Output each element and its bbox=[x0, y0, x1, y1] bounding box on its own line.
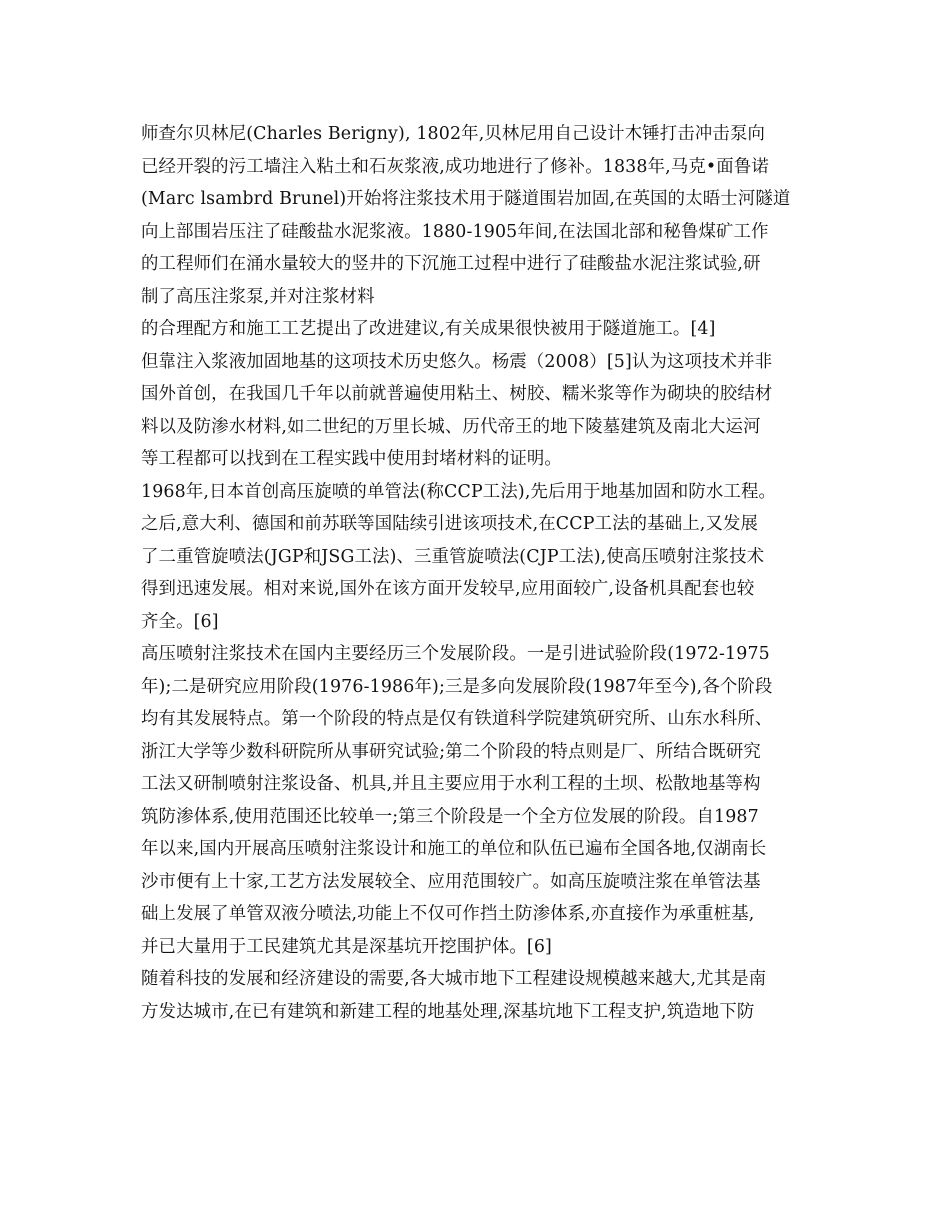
text-line: 得到迅速发展。相对来说,国外在该方面开发较早,应用面较广,设备机具配套也较 bbox=[141, 579, 755, 599]
text-line: 等工程都可以找到在工程实践中使用封堵材料的证明。 bbox=[141, 449, 562, 469]
body-text bbox=[141, 118, 821, 1028]
text-line: 础上发展了单管双液分喷法,功能上不仅可作挡土防渗体系,亦直接作为承重桩基, bbox=[141, 904, 755, 924]
text-line: 师查尔贝林尼(Charles Berigny), 1802年,贝林尼用自己设计木锤打击冲击泵向 bbox=[141, 124, 766, 144]
text-line: 齐全。[6] bbox=[141, 611, 219, 632]
text-line: 的合理配方和施工工艺提出了改进建议,有关成果很快被用于隧道施工。[4] bbox=[141, 319, 716, 339]
text-line: 制了高压注浆泵,并对注浆材料 bbox=[141, 286, 375, 307]
text-line: 均有其发展特点。第一个阶段的特点是仅有铁道科学院建筑研究所、山东水科所、 bbox=[141, 709, 773, 729]
text-line: 年以来,国内开展高压喷射注浆设计和施工的单位和队伍已遍布全国各地,仅湖南长 bbox=[141, 839, 767, 859]
text-line: 方发达城市,在已有建筑和新建工程的地基处理,深基坑地下工程支护,筑造地下防 bbox=[141, 1001, 755, 1022]
text-line: (Marc lsambrd Brunel)开始将注浆技术用于隧道围岩加固,在英国的太晤士河隧道 bbox=[141, 189, 791, 209]
text-line: 1968年,日本首创高压旋喷的单管法(称CCP工法),先后用于地基加固和防水工程。 bbox=[141, 481, 777, 502]
text-line: 但靠注入浆液加固地基的这项技术历史悠久。杨震（2008）[5]认为这项技术并非 bbox=[141, 351, 773, 372]
text-line: 向上部围岩压注了硅酸盐水泥浆液。1880-1905年间,在法国北部和秘鲁煤矿工作 bbox=[141, 221, 769, 242]
text-line: 国外首创，在我国几千年以前就普遍使用粘土、树胶、糯米浆等作为砌块的胶结材 bbox=[141, 384, 773, 404]
text-line: 筑防渗体系,使用范围还比较单一;第三个阶段是一个全方位发展的阶段。自1987 bbox=[141, 806, 759, 827]
text-line: 随着科技的发展和经济建设的需要,各大城市地下工程建设规模越来越大,尤其是南 bbox=[141, 969, 767, 989]
text-line: 料以及防渗水材料,如二世纪的万里长城、历代帝王的地下陵墓建筑及南北大运河 bbox=[141, 416, 761, 437]
text-line: 之后,意大利、德国和前苏联等国陆续引进该项技术,在CCP工法的基础上,又发展 bbox=[141, 514, 759, 534]
text-line: 已经开裂的污工墙注入粘土和石灰浆液,成功地进行了修补。1838年,马克•面鲁诺 bbox=[141, 156, 769, 177]
text-line: 浙江大学等少数科研院所从事研究试验;第二个阶段的特点则是厂、所结合既研究 bbox=[141, 741, 761, 762]
text-line: 的工程师们在涌水量较大的竖井的下沉施工过程中进行了硅酸盐水泥注浆试验,研 bbox=[141, 254, 761, 274]
text-line: 高压喷射注浆技术在国内主要经历三个发展阶段。一是引进试验阶段(1972-1975 bbox=[141, 644, 770, 664]
text-line: 工法又研制喷射注浆设备、机具,并且主要应用于水利工程的土坝、松散地基等构 bbox=[141, 774, 761, 794]
text-line: 并已大量用于工民建筑尤其是深基坑开挖围护体。[6] bbox=[141, 936, 552, 957]
text-line: 了二重管旋喷法(JGP和JSG工法)、三重管旋喷法(CJP工法),使高压喷射注浆技术 bbox=[141, 546, 765, 567]
text-line: 年);二是研究应用阶段(1976-1986年);三是多向发展阶段(1987年至今),各个阶段 bbox=[141, 676, 773, 697]
text-line: 沙市便有上十家,工艺方法发展较全、应用范围较广。如高压旋喷注浆在单管法基 bbox=[141, 871, 761, 892]
